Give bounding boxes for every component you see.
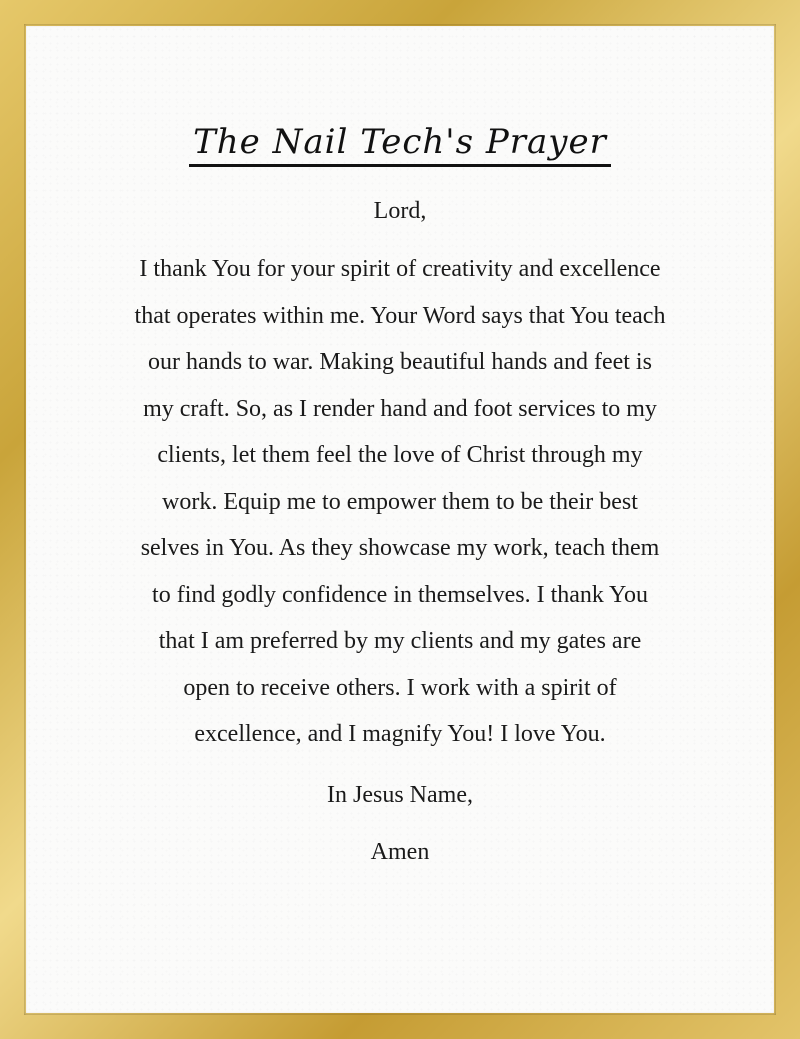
amen-signoff: Amen [370,838,430,865]
prayer-line: my craft. So, as I render hand and foot services to my [143,395,657,422]
title-container [26,122,774,167]
prayer-line: to find godly confidence in themselves. I thank You [152,581,648,608]
greeting: Lord, [373,198,427,224]
prayer-line: that I am preferred by my clients and my gates are [158,628,642,654]
prayer-line: selves in You. As they showcase my work, teach them [140,535,660,561]
prayer-line: excellence, and I magnify You! I love You. [194,721,606,747]
paper-sheet [26,26,774,1013]
prayer-line: work. Equip me to empower them to be their best [162,488,638,515]
prayer-line: open to receive others. I work with a spirit of [183,674,617,701]
prayer-line: our hands to war. Making beautiful hands and feet is [148,349,652,375]
prayer-body [26,196,774,867]
prayer-line: I thank You for your spirit of creativity and excellence [139,256,661,282]
prayer-paragraph [80,246,720,758]
page-title: The Nail Tech's Prayer [189,122,611,167]
prayer-line: that operates within me. Your Word says that You teach [134,302,666,329]
closing-line: In Jesus Name, [327,781,473,808]
prayer-line: clients, let them feel the love of Christ through my [157,442,643,468]
